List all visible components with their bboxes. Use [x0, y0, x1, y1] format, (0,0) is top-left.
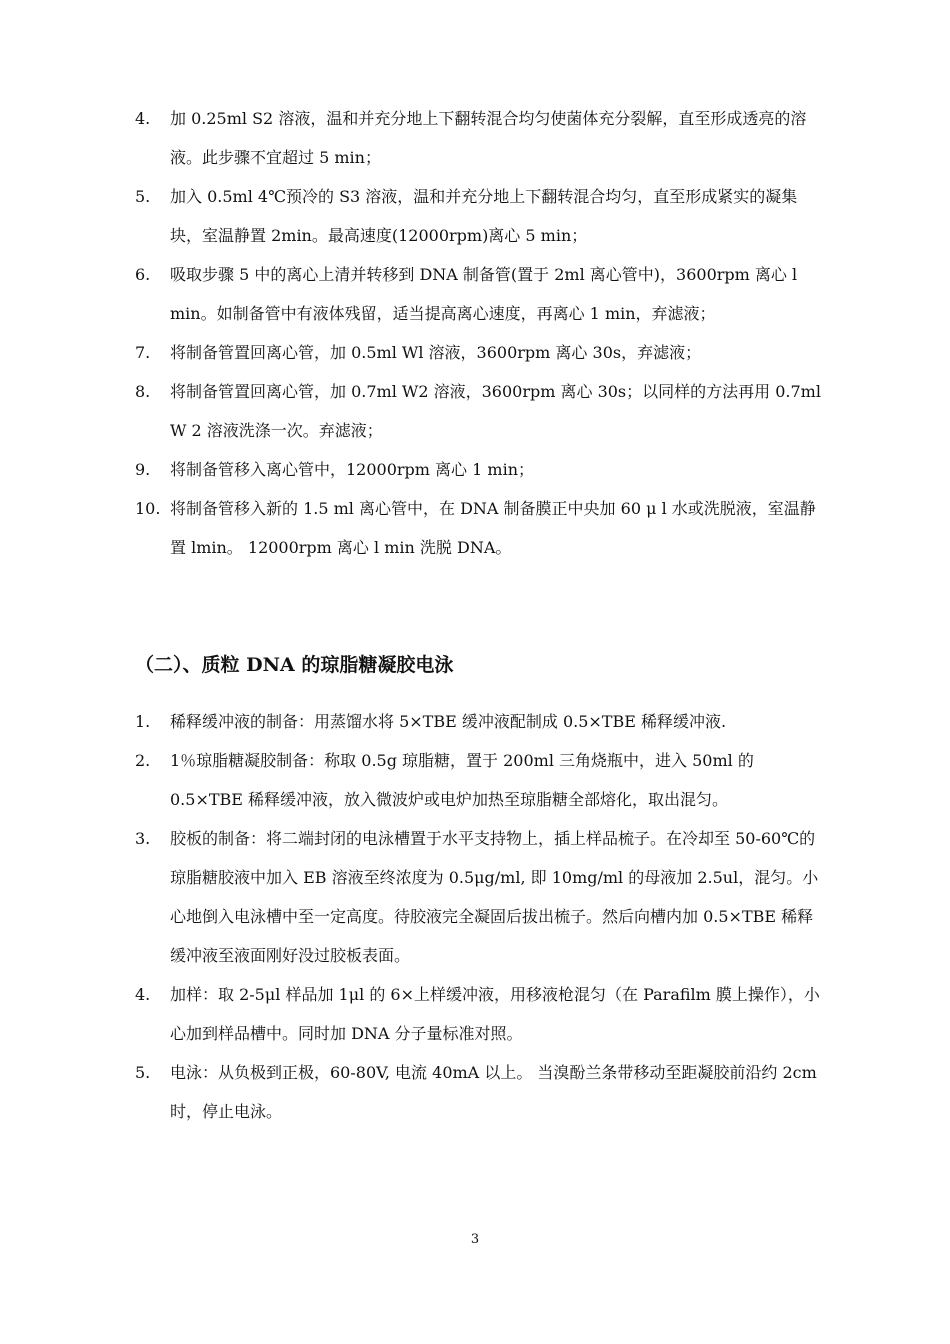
list-item [135, 255, 825, 333]
step-number: 6. [135, 265, 151, 284]
step-number: 4. [135, 985, 151, 1004]
list-item [135, 450, 825, 489]
step-text: 将制备管移入新的 1.5 ml 离心管中，在 DNA 制备膜正中央加 60 μ l 水或洗脱液，室温静置 lmin。 12000rpm 离心 l min 洗脱 DNA。 [170, 499, 816, 557]
step-number: 9. [135, 460, 151, 479]
step-text: 吸取步骤 5 中的离心上清并转移到 DNA 制备管(置于 2ml 离心管中)，3600rpm 离心 l min。如制备管中有液体残留，适当提高离心速度，再离心 1 min，弃滤液； [170, 265, 798, 323]
step-text: 1％琼脂糖凝胶制备：称取 0.5g 琼脂糖，置于 200ml 三角烧瓶中，进入 50ml 的 0.5×TBE 稀释缓冲液，放入微波炉或电炉加热至琼脂糖全部熔化，取出混匀。 [170, 751, 754, 809]
step-text: 加 0.25ml S2 溶液，温和并充分地上下翻转混合均匀使菌体充分裂解，直至形成透亮的溶液。此步骤不宜超过 5 min； [170, 109, 807, 167]
list-item [135, 333, 825, 372]
protocol-steps-extraction [135, 99, 825, 567]
list-item [135, 819, 825, 975]
step-text: 加样：取 2-5μl 样品加 1μl 的 6×上样缓冲液，用移液枪混匀（在 Parafilm 膜上操作），小心加到样品槽中。同时加 DNA 分子量标准对照。 [170, 985, 820, 1043]
step-text: 将制备管移入离心管中，12000rpm 离心 1 min； [170, 460, 534, 479]
step-text: 胶板的制备：将二端封闭的电泳槽置于水平支持物上，插上样品梳子。在冷却至 50-60℃的琼脂糖胶液中加入 EB 溶液至终浓度为 0.5μg/ml, 即 10mg/ml 的母液加 2.5ul，混匀。小心地倒入电泳槽中至一定高度。待胶液完全凝固后拔出梳子。然后向槽内加 0.5×TBE 稀释缓冲液至液面刚好没过胶板表面。 [170, 829, 819, 965]
list-item [135, 702, 825, 741]
protocol-steps-electrophoresis [135, 702, 825, 1131]
list-item [135, 489, 825, 567]
section-heading: （二）、质粒 DNA 的琼脂糖凝胶电泳 [135, 654, 454, 676]
list-item [135, 372, 825, 450]
list-item [135, 99, 825, 177]
step-number: 4. [135, 109, 151, 128]
step-number: 5. [135, 1063, 151, 1082]
step-text: 电泳：从负极到正极，60-80V, 电流 40mA 以上。 当溴酚兰条带移动至距凝胶前沿约 2cm 时，停止电泳。 [170, 1063, 817, 1121]
step-number: 2. [135, 751, 151, 770]
step-text: 将制备管置回离心管，加 0.7ml W2 溶液，3600rpm 离心 30s；以同样的方法再用 0.7ml W 2 溶液洗涤一次。弃滤液； [170, 382, 821, 440]
step-text: 稀释缓冲液的制备：用蒸馏水将 5×TBE 缓冲液配制成 0.5×TBE 稀释缓冲液. [170, 712, 727, 731]
list-item [135, 1053, 825, 1131]
list-item [135, 741, 825, 819]
page-number: 3 [470, 1232, 480, 1247]
step-text: 将制备管置回离心管，加 0.5ml Wl 溶液，3600rpm 离心 30s，弃滤液； [170, 343, 702, 362]
step-text: 加入 0.5ml 4℃预冷的 S3 溶液，温和并充分地上下翻转混合均匀，直至形成紧实的凝集块，室温静置 2min。最高速度(12000rpm)离心 5 min； [170, 187, 798, 245]
step-number: 10. [135, 499, 161, 518]
list-item [135, 975, 825, 1053]
step-number: 8. [135, 382, 151, 401]
step-number: 5. [135, 187, 151, 206]
list-item [135, 177, 825, 255]
step-number: 7. [135, 343, 151, 362]
step-number: 1. [135, 712, 151, 731]
step-number: 3. [135, 829, 151, 848]
